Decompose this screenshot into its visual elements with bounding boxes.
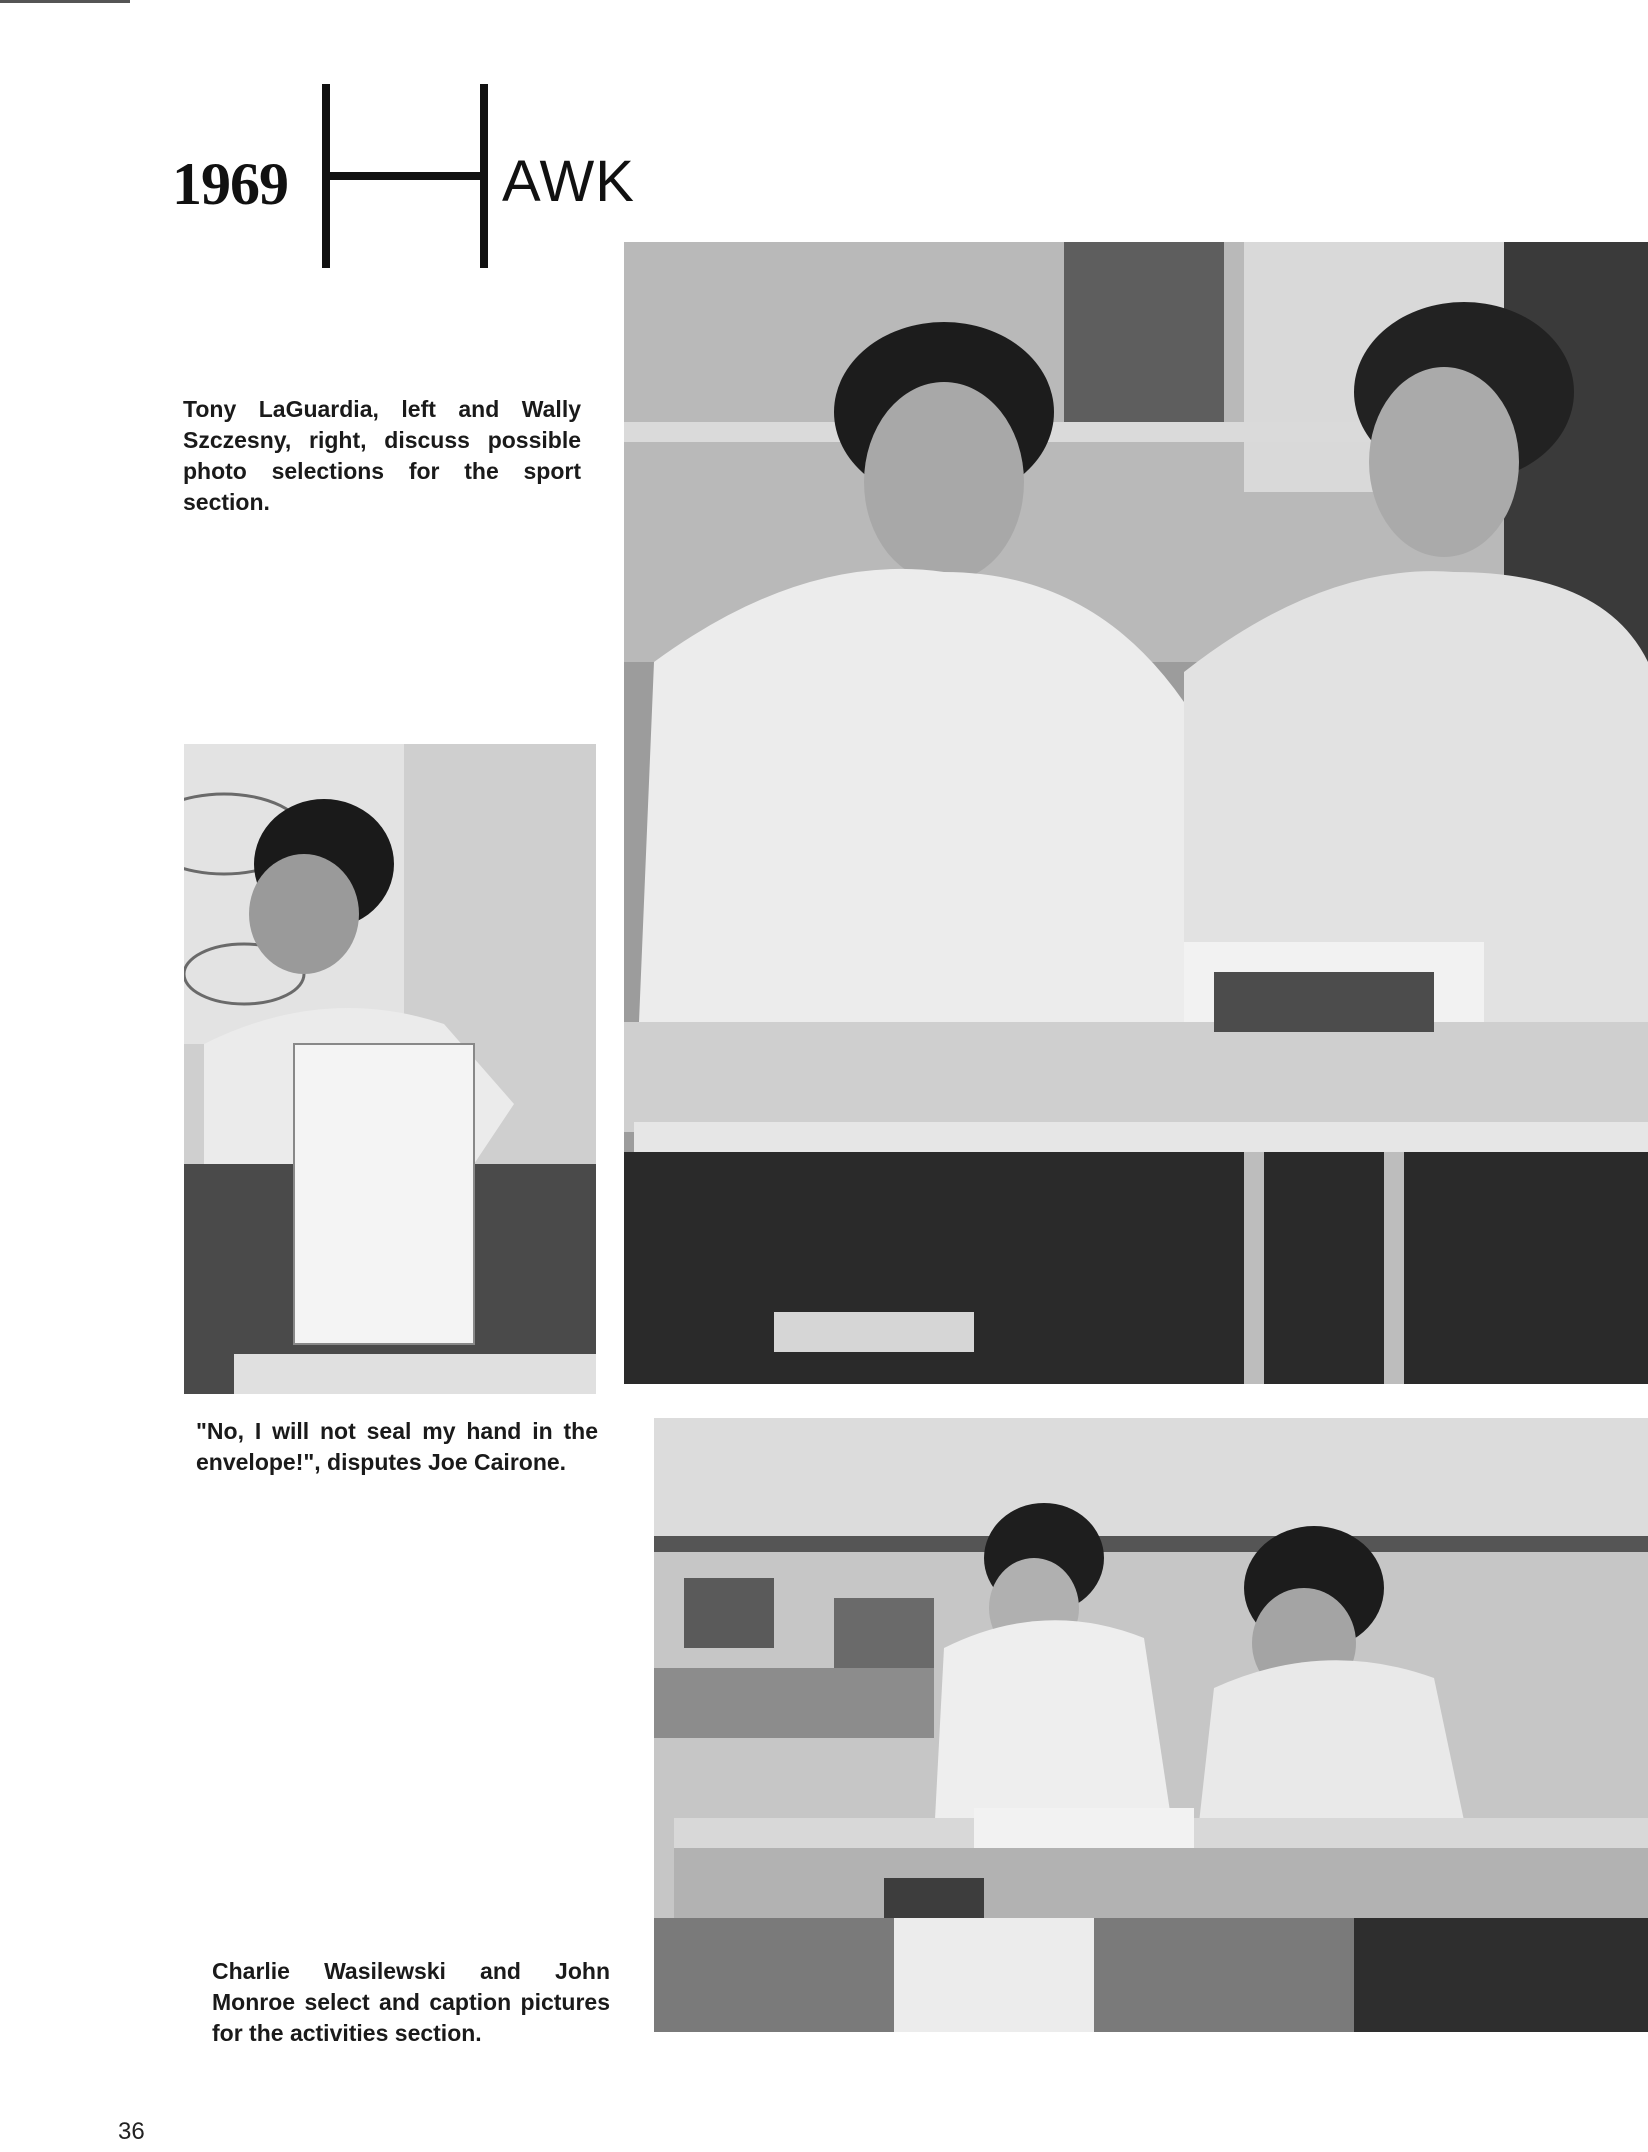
photo-two-students-reviewing-photos <box>624 242 1648 1384</box>
heading-word: AWK <box>502 149 635 214</box>
top-rule <box>0 0 130 3</box>
photo-students-captioning-pictures <box>654 1418 1648 2032</box>
heading-year: 1969 <box>172 151 288 217</box>
caption-middle: "No, I will not seal my hand in the envelope!", disputes Joe Cairone. <box>196 1418 598 1475</box>
page-number: 36 <box>118 2118 145 2145</box>
photo-student-with-envelope <box>184 744 596 1394</box>
caption-bottom: Charlie Wasilewski and John Monroe select and caption pictures for the activities section. <box>212 1958 610 2046</box>
caption-top: Tony LaGuardia, left and Wally Szczesny, right, discuss possible photo selections for the sport section. <box>183 396 581 515</box>
heading-h-letter <box>322 84 488 268</box>
